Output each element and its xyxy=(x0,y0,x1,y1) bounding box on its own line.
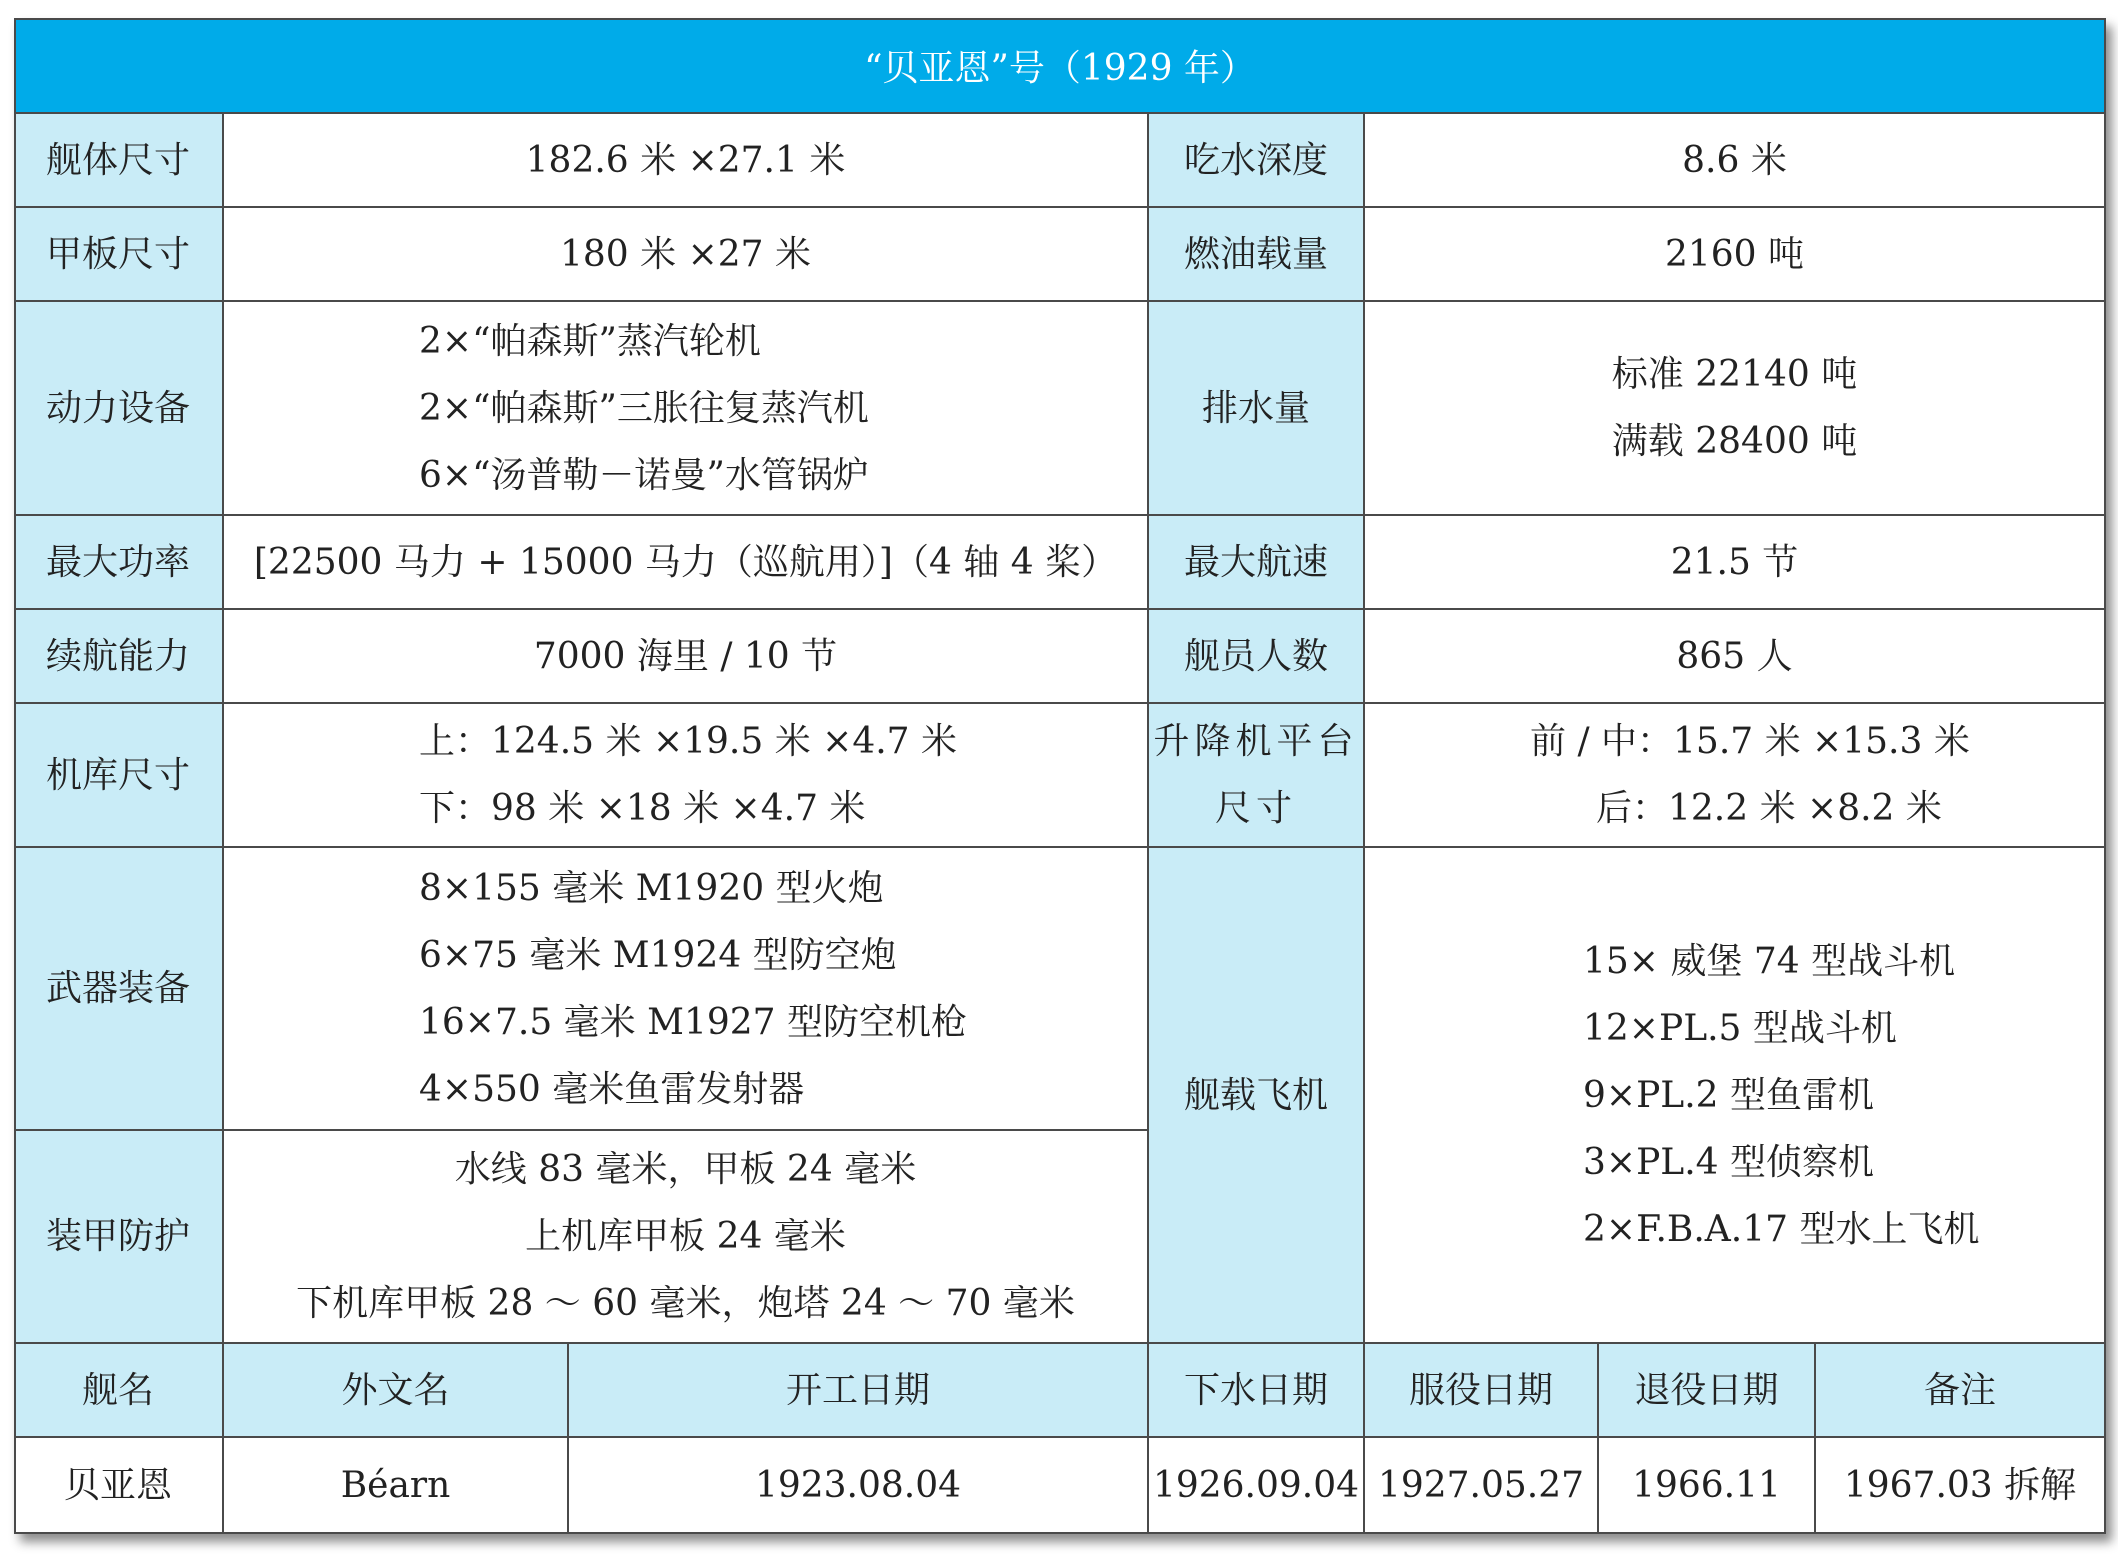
crew-value: 865 人 xyxy=(1365,610,2106,704)
armament-label: 武器装备 xyxy=(14,848,224,1131)
deck-size-label: 甲板尺寸 xyxy=(14,208,224,302)
draft-value: 8.6 米 xyxy=(1365,114,2106,208)
service-header-decommissioned: 退役日期 xyxy=(1599,1344,1816,1438)
service-header-laid-down: 开工日期 xyxy=(569,1344,1149,1438)
armor-line: 上机库甲板 24 毫米 xyxy=(525,1216,846,1257)
service-header-launched: 下水日期 xyxy=(1149,1344,1365,1438)
armament-line: 6×75 毫米 M1924 型防空炮 xyxy=(419,934,897,976)
hangar-size-line: 下：98 米 ×18 米 ×4.7 米 xyxy=(419,788,866,829)
armament-line: 8×155 毫米 M1920 型火炮 xyxy=(419,867,884,909)
elevator-size-line: 前 / 中：15.7 米 ×15.3 米 xyxy=(1530,721,1970,762)
service-laid-down: 1923.08.04 xyxy=(569,1438,1149,1534)
aircraft-line: 9×PL.2 型鱼雷机 xyxy=(1583,1074,1874,1116)
aircraft-line: 12×PL.5 型战斗机 xyxy=(1583,1007,1897,1049)
power-plant-label: 动力设备 xyxy=(14,302,224,516)
fuel-value: 2160 吨 xyxy=(1365,208,2106,302)
power-plant-value xyxy=(224,302,1149,516)
crew-label: 舰员人数 xyxy=(1149,610,1365,704)
armor-value xyxy=(224,1131,1149,1344)
service-header-notes: 备注 xyxy=(1816,1344,2106,1438)
displacement-value xyxy=(1365,302,2106,516)
range-label: 续航能力 xyxy=(14,610,224,704)
deck-size-value: 180 米 ×27 米 xyxy=(224,208,1149,302)
fuel-label: 燃油载量 xyxy=(1149,208,1365,302)
hangar-size-label: 机库尺寸 xyxy=(14,704,224,848)
hull-size-value: 182.6 米 ×27.1 米 xyxy=(224,114,1149,208)
power-plant-line: 6×“汤普勒－诺曼”水管锅炉 xyxy=(419,454,869,496)
armor-line: 下机库甲板 28 ～ 60 毫米，炮塔 24 ～ 70 毫米 xyxy=(296,1283,1075,1324)
elevator-size-value xyxy=(1365,704,2106,848)
elevator-size-label: 升降机平台 尺寸 xyxy=(1149,704,1365,848)
power-plant-line: 2×“帕森斯”三胀往复蒸汽机 xyxy=(419,387,869,429)
max-speed-label: 最大航速 xyxy=(1149,516,1365,610)
aircraft-label: 舰载飞机 xyxy=(1149,848,1365,1344)
max-power-value: [22500 马力 + 15000 马力（巡航用）]（4 轴 4 桨） xyxy=(224,516,1149,610)
max-power-label: 最大功率 xyxy=(14,516,224,610)
elevator-size-line: 后：12.2 米 ×8.2 米 xyxy=(1596,788,1942,829)
hull-size-label: 舰体尺寸 xyxy=(14,114,224,208)
armor-label: 装甲防护 xyxy=(14,1131,224,1344)
service-decommissioned: 1966.11 xyxy=(1599,1438,1816,1534)
armament-value xyxy=(224,848,1149,1131)
hangar-size-value xyxy=(224,704,1149,848)
hangar-size-line: 上：124.5 米 ×19.5 米 ×4.7 米 xyxy=(419,721,958,762)
service-header-foreign-name: 外文名 xyxy=(224,1344,569,1438)
displacement-label: 排水量 xyxy=(1149,302,1365,516)
aircraft-line: 3×PL.4 型侦察机 xyxy=(1583,1141,1874,1183)
ship-spec-table xyxy=(14,18,2106,1534)
aircraft-value xyxy=(1365,848,2106,1344)
armament-line: 16×7.5 毫米 M1927 型防空机枪 xyxy=(419,1001,968,1043)
service-header-commissioned: 服役日期 xyxy=(1365,1344,1599,1438)
service-commissioned: 1927.05.27 xyxy=(1365,1438,1599,1534)
displacement-line: 满载 28400 吨 xyxy=(1611,421,1858,462)
draft-label: 吃水深度 xyxy=(1149,114,1365,208)
armament-line: 4×550 毫米鱼雷发射器 xyxy=(419,1068,805,1110)
armor-line: 水线 83 毫米，甲板 24 毫米 xyxy=(454,1149,917,1190)
service-notes: 1967.03 拆解 xyxy=(1816,1438,2106,1534)
range-value: 7000 海里 / 10 节 xyxy=(224,610,1149,704)
displacement-line: 标准 22140 吨 xyxy=(1611,354,1858,395)
aircraft-line: 15× 威堡 74 型战斗机 xyxy=(1583,940,1956,982)
service-ship-name: 贝亚恩 xyxy=(14,1438,224,1534)
max-speed-value: 21.5 节 xyxy=(1365,516,2106,610)
service-foreign-name: Béarn xyxy=(224,1438,569,1534)
service-header-name: 舰名 xyxy=(14,1344,224,1438)
power-plant-line: 2×“帕森斯”蒸汽轮机 xyxy=(419,320,761,362)
aircraft-line: 2×F.B.A.17 型水上飞机 xyxy=(1583,1208,1980,1250)
table-title: “贝亚恩”号（1929 年） xyxy=(14,18,2106,114)
service-launched: 1926.09.04 xyxy=(1149,1438,1365,1534)
